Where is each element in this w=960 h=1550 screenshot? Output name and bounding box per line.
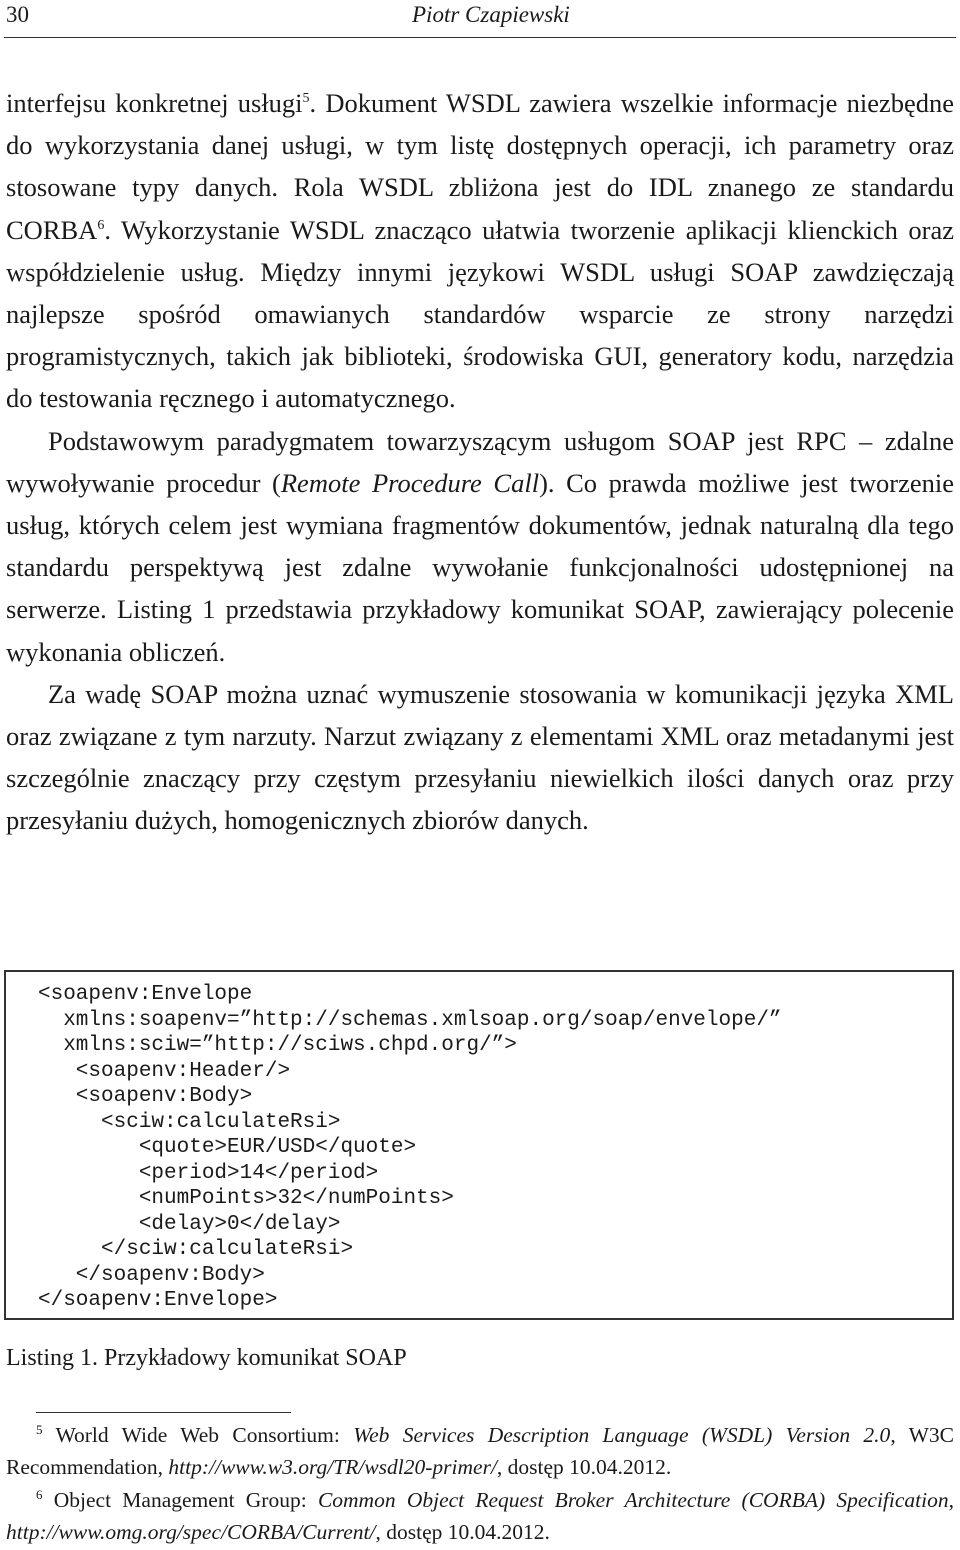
footnote-number: 6 xyxy=(36,1486,43,1502)
paragraph-3: Za wadę SOAP można uznać wymuszenie stosowania w komunikacji języka XML oraz związane z tym narzuty. Narzut związany z elementami XML oraz metadanymi jest szczególnie znaczący przy częstym przesyłaniu niewielkich ilości danych oraz przy przesyłaniu dużych, homogenicznych zbiorów danych. xyxy=(6,678,954,836)
footnote-text: Object Management Group: xyxy=(53,1488,318,1512)
code-listing-box xyxy=(4,970,954,1320)
text-span: . Wykorzystanie WSDL znacząco ułatwia tworzenie aplikacji klienckich oraz współdzielenie usług. Między innymi językowi WSDL usługi SOAP zawdzięczają najlepsze spośród omawianych standardów wsparcie ze strony narzędzi programistycznych, takich jak biblioteki, środowiska GUI, generatory kodu, narzędzia do testowania ręcznego i automatycznego. xyxy=(6,214,954,414)
paragraph-1 xyxy=(6,82,954,420)
text-span: Podstawowym paradygmatem towarzyszącym usługom SOAP jest RPC – zdalne wywoływanie procedur ( xyxy=(6,425,954,498)
code-listing: <soapenv:Envelope xmlns:soapenv=”http://schemas.xmlsoap.org/soap/envelope/” xmlns:sciw=”http://sciws.chpd.org/”> <soapenv:Header/> <soapenv:Body> <sciw:calculateRsi> <quote>EUR/USD</quote> <period>14</period> <numPoints>32</numPoints> <delay>0</delay> </sciw:calculateRsi> </soapenv:Body> </soapenv:Envelope> xyxy=(38,983,782,1312)
text-span: ). Co prawda możliwe jest tworzenie usług, których celem jest wymiana fragmentów dokumentów, jednak naturalną dla tego standardu perspektywą jest zdalne wywołanie funkcjonalności udostępnionej na serwerze. Listing 1 przedstawia przykładowy komunikat SOAP, zawierający polecenie wykonania obliczeń. xyxy=(6,467,954,667)
footnote-rule xyxy=(36,1412,291,1413)
footnote-title: Web Services Description Language (WSDL) Version 2.0 xyxy=(353,1423,891,1447)
footnote-5 xyxy=(6,1420,954,1483)
footnote-text: , xyxy=(948,1488,954,1512)
footnote-text: , dostęp 10.04.2012. xyxy=(375,1519,550,1544)
footnote-url: http://www.omg.org/spec/CORBA/Current/ xyxy=(6,1519,376,1544)
footnote-number: 5 xyxy=(36,1421,43,1437)
footnote-ref-6: 6 xyxy=(97,217,105,233)
listing-caption: Listing 1. Przykładowy komunikat SOAP xyxy=(6,1345,407,1371)
header-rule xyxy=(4,37,956,38)
page-number: 30 xyxy=(6,2,29,27)
footnote-text: , W3C Recommendation, xyxy=(6,1423,954,1479)
page-header xyxy=(0,0,960,40)
italic-term: Remote Procedure Call xyxy=(280,467,540,498)
footnote-text: , dostęp 10.04.2012. xyxy=(496,1454,672,1479)
body-text xyxy=(6,82,954,842)
paragraph-2 xyxy=(6,420,954,673)
text-span: . Dokument WSDL zawiera wszelkie informacje niezbędne do wykorzystania danej usługi, w tym listę dostępnych operacji, ich parametry oraz stosowane typy danych. Rola WSDL zbliżona jest do IDL znanego ze standardu CORBA xyxy=(6,88,954,245)
footnote-ref-5: 5 xyxy=(302,91,310,107)
footnotes xyxy=(6,1420,954,1550)
text-span: interfejsu konkretnej usługi xyxy=(6,88,303,118)
running-head: Piotr Czapiewski xyxy=(412,2,570,27)
footnote-6 xyxy=(6,1485,954,1548)
footnote-url: http://www.w3.org/TR/wsdl20-primer/ xyxy=(168,1454,497,1479)
footnote-text: World Wide Web Consortium: xyxy=(55,1423,354,1447)
footnote-title: Common Object Request Broker Architecture (CORBA) Specification xyxy=(317,1488,949,1512)
